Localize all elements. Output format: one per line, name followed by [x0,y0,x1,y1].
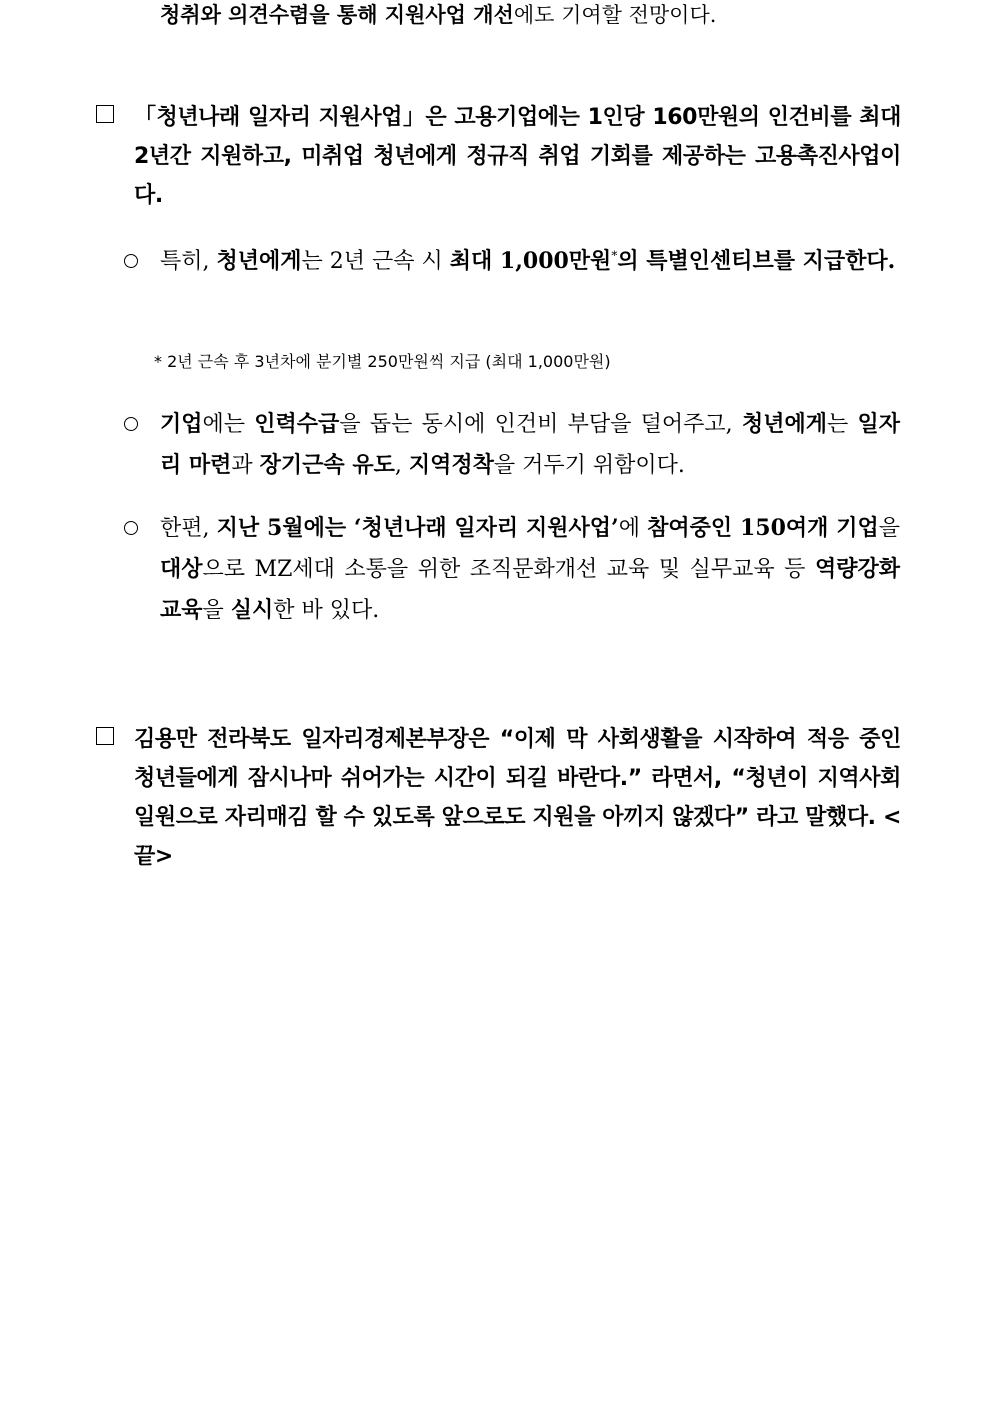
purpose-text-bold: 장기근속 유도 [259,452,395,478]
training-text-bold: 참여중인 150여개 기업 [647,515,879,541]
training-text-part: 을 [878,516,901,541]
purpose-text-part: 을 돕는 동시에 인건비 부담을 덜어주고, [339,412,742,437]
section-program-overview-text: 「청년나래 일자리 지원사업」은 고용기업에는 1인당 160만원의 인건비를 최대 2년간 지원하고, 미취업 청년에게 정규직 취업 기회를 제공하는 고용촉진사업이다. [134,105,901,208]
bullet-purpose-text [160,404,900,486]
square-bullet-icon [96,727,114,745]
footnote: * 2년 근속 후 3년차에 분기별 250만원씩 지급 (최대 1,000만원) [154,352,611,371]
bullet-incentive-text [160,241,900,282]
section-official-quote [96,720,901,876]
section-official-quote-text: 김용만 전라북도 일자리경제본부장은 “이제 막 사회생활을 시작하여 적응 중인 청년들에게 잠시나마 쉬어가는 시간이 되길 바란다.” 라면서, “청년이 지역사회 일원으로 자리매김 할 수 있도록 앞으로도 지원을 아끼지 않겠다” 라고 말했다. <끝> [134,727,901,869]
purpose-text-part: 에는 [202,412,255,437]
purpose-text-bold: 지역정착 [408,452,494,478]
intro-line [160,0,880,30]
training-text-part: 한 바 있다. [273,598,380,623]
incentive-amount: 최대 1,000만원 [449,248,612,274]
circle-bullet-icon [124,417,138,431]
bullet-incentive [124,241,900,282]
circle-bullet-icon [124,254,138,268]
footnote-marker: * [611,248,618,263]
training-text-bold: 실시 [230,597,274,623]
circle-bullet-icon [124,521,138,535]
incentive-text-part: 특히, [160,249,217,274]
purpose-text-part: 과 [231,453,260,478]
bullet-training-text [160,508,900,631]
section-program-overview [96,98,901,215]
incentive-text-bold: 청년에게 [216,248,302,274]
purpose-text-bold: 청년에게 [741,411,827,437]
bullet-training [124,508,900,631]
training-text-bold: 역량강화 교육 [160,556,900,623]
purpose-text-bold: 인력수급 [254,411,340,437]
training-text-part: 한편, [160,516,217,541]
training-text-part: 을 [202,598,231,623]
training-text-part: 으로 MZ세대 소통을 위한 조직문화개선 교육 및 실무교육 등 [202,557,815,582]
intro-text-bold: 청취와 의견수렴을 통해 [160,2,385,27]
incentive-text-bold: 의 특별인센티브를 지급한다. [617,248,896,274]
square-bullet-icon [96,105,114,123]
intro-text-emphasis: 지원사업 개선 [384,2,514,27]
training-text-part: 에 [618,516,648,541]
purpose-text-part: , [394,453,409,478]
incentive-text-part: 는 2년 근속 시 [301,249,450,274]
bullet-purpose [124,404,900,486]
purpose-text-bold: 일자리 마련 [160,411,901,478]
training-text-bold: 지난 5월에는 ‘청년나래 일자리 지원사업’ [216,515,619,541]
training-text-bold: 대상 [160,556,203,582]
purpose-text-part: 을 거두기 위함이다. [493,453,685,478]
purpose-text-bold: 기업 [160,411,203,437]
purpose-text-part: 는 [826,412,858,437]
intro-text-regular: 에도 기여할 전망이다. [513,3,717,27]
